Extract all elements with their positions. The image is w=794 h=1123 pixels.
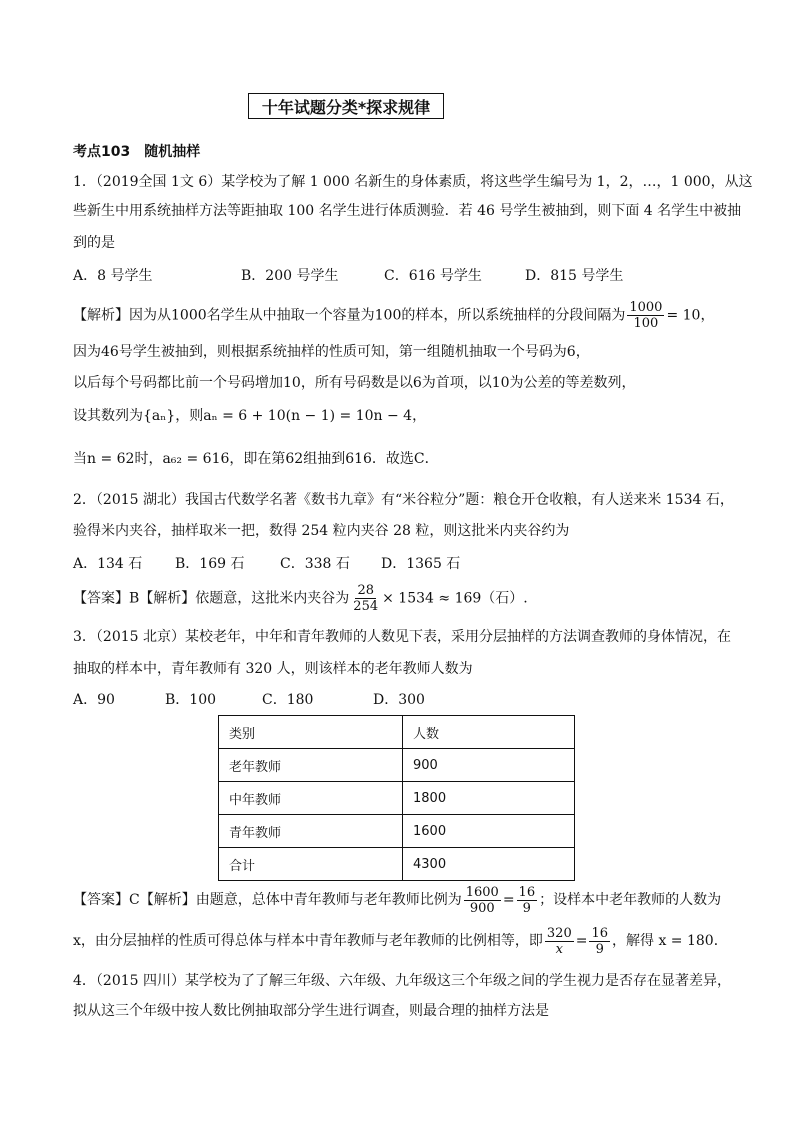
q1-analysis-line-4: 设其数列为{aₙ}，则aₙ = 6 + 10(n − 1) = 10n − 4， bbox=[73, 408, 427, 424]
fraction bbox=[627, 300, 664, 331]
q2-answer-line bbox=[73, 583, 528, 614]
q3-line-2: 抽取的样本中，青年教师有 320 人，则该样本的老年教师人数为 bbox=[73, 661, 473, 677]
q4-line-2: 拟从这三个年级中按人数比例抽取部分学生进行调查，则最合理的抽样方法是 bbox=[73, 1003, 549, 1019]
denominator: 9 bbox=[522, 900, 531, 916]
numerator: 1000 bbox=[629, 300, 663, 315]
q1-option-b: B．200 号学生 bbox=[241, 268, 339, 284]
q1-option-d: D．815 号学生 bbox=[525, 268, 624, 284]
q3-option-c: C．180 bbox=[262, 692, 314, 708]
numerator: 16 bbox=[591, 925, 609, 941]
q1-line-3: 到的是 bbox=[73, 235, 115, 251]
q3-options bbox=[73, 689, 425, 711]
numerator: 28 bbox=[357, 583, 374, 598]
q2-options bbox=[73, 553, 460, 575]
q1-analysis-result: = 10， bbox=[666, 307, 715, 324]
q2-option-a: A．134 石 bbox=[73, 556, 143, 572]
table-cell: 老年教师 bbox=[219, 749, 403, 782]
table-cell: 1800 bbox=[403, 782, 575, 815]
table-cell: 青年教师 bbox=[219, 815, 403, 848]
q1-analysis-line-1 bbox=[73, 300, 714, 331]
q1-option-a: A．8 号学生 bbox=[73, 268, 153, 284]
q2-answer-text: 【答案】B【解析】依题意，这批米内夹谷为 bbox=[73, 590, 350, 607]
numerator: 320 bbox=[546, 925, 572, 941]
fraction bbox=[589, 926, 610, 957]
numerator: 1600 bbox=[465, 884, 499, 900]
denominator: 100 bbox=[633, 316, 659, 331]
table-row bbox=[219, 749, 575, 782]
table-cell: 900 bbox=[403, 749, 575, 782]
q1-analysis-line-3: 以后每个号码都比前一个号码增加10，所有号码数是以6为首项，以10为公差的等差数列， bbox=[73, 375, 636, 391]
fraction bbox=[464, 885, 501, 916]
q1-analysis-line-2: 因为46号学生被抽到，则根据系统抽样的性质可知，第一组随机抽取一个号码为6， bbox=[73, 344, 590, 360]
equals-sign: = bbox=[502, 892, 515, 908]
table-header-cell: 类别 bbox=[219, 716, 403, 749]
fraction bbox=[517, 885, 538, 916]
denominator: 254 bbox=[353, 599, 379, 614]
q2-option-c: C．338 石 bbox=[280, 556, 350, 572]
page-title: 十年试题分类*探求规律 bbox=[248, 93, 444, 119]
section-heading: 考点103 随机抽样 bbox=[73, 144, 201, 160]
q3-answer-line-2 bbox=[73, 924, 728, 958]
q4-line-1: 4．（2015 四川）某学校为了了解三年级、六年级、九年级这三个年级之间的学生视力是否存在显著差异， bbox=[73, 973, 731, 989]
fraction bbox=[545, 926, 574, 957]
teacher-count-table bbox=[218, 715, 575, 881]
q3-answer-text: 【答案】C【解析】由题意，总体中青年教师与老年教师比例为 bbox=[73, 892, 462, 908]
q2-line-1: 2．（2015 湖北）我国古代数学名著《数书九章》有“米谷粒分”题：粮仓开仓收粮，有人送来米 1534 石， bbox=[73, 492, 734, 508]
q2-line-2: 验得米内夹谷，抽样取米一把，数得 254 粒内夹谷 28 粒，则这批米内夹谷约为 bbox=[73, 523, 570, 539]
table-cell: 中年教师 bbox=[219, 782, 403, 815]
q1-options bbox=[73, 265, 623, 287]
table-header-row bbox=[219, 716, 575, 749]
table-cell: 合计 bbox=[219, 848, 403, 881]
equals-sign: = bbox=[575, 933, 588, 949]
q1-line-1: 1．（2019全国 1文 6）某学校为了解 1 000 名新生的身体素质，将这些学生编号为 1，2，…，1 000，从这 bbox=[73, 174, 753, 190]
q3-answer-line-1 bbox=[73, 883, 721, 917]
denominator: x bbox=[555, 941, 563, 957]
q3-option-a: A．90 bbox=[73, 692, 115, 708]
numerator: 16 bbox=[518, 884, 536, 900]
table-row bbox=[219, 815, 575, 848]
fraction bbox=[351, 583, 380, 614]
q2-option-d: D．1365 石 bbox=[381, 556, 461, 572]
table-header-cell: 人数 bbox=[403, 716, 575, 749]
denominator: 900 bbox=[469, 900, 495, 916]
q1-option-c: C．616 号学生 bbox=[384, 268, 482, 284]
q2-option-b: B．169 石 bbox=[175, 556, 245, 572]
q2-answer-result: × 1534 ≈ 169（石）. bbox=[382, 590, 528, 607]
q3-answer-text: x，由分层抽样的性质可得总体与样本中青年教师与老年教师的比例相等，即 bbox=[73, 933, 543, 949]
table-row bbox=[219, 782, 575, 815]
q1-analysis-line-5: 当n = 62时，a₆₂ = 616，即在第62组抽到616．故选C． bbox=[73, 451, 439, 467]
q3-answer-result: ，解得 x = 180． bbox=[612, 933, 728, 949]
table-cell: 1600 bbox=[403, 815, 575, 848]
table-row bbox=[219, 848, 575, 881]
q1-line-2: 些新生中用系统抽样方法等距抽取 100 名学生进行体质测验．若 46 号学生被抽到，则下面 4 名学生中被抽 bbox=[73, 203, 742, 219]
q1-analysis-text: 【解析】因为从1000名学生从中抽取一个容量为100的样本，所以系统抽样的分段间隔为 bbox=[73, 307, 626, 324]
q3-option-b: B．100 bbox=[165, 692, 217, 708]
q3-line-1: 3．（2015 北京）某校老年，中年和青年教师的人数见下表，采用分层抽样的方法调查教师的身体情况，在 bbox=[73, 629, 731, 645]
table-cell: 4300 bbox=[403, 848, 575, 881]
q3-answer-text: ；设样本中老年教师的人数为 bbox=[539, 892, 722, 908]
q3-option-d: D．300 bbox=[373, 692, 425, 708]
denominator: 9 bbox=[595, 941, 604, 957]
